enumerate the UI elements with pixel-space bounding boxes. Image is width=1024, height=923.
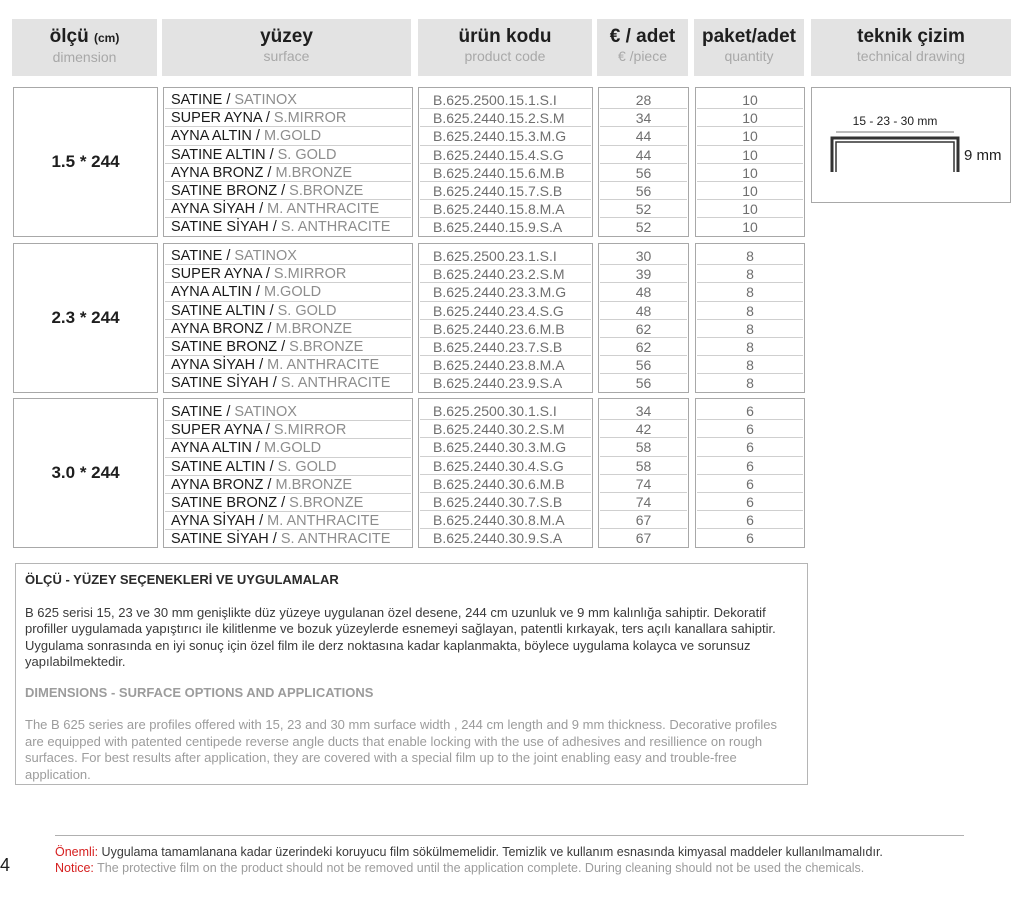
list-item: 56 xyxy=(600,356,687,374)
list-item: 39 xyxy=(600,265,687,283)
list-item: B.625.2440.23.8.M.A xyxy=(420,356,591,374)
list-item: 62 xyxy=(600,338,687,356)
list-item: SATINE / SATINOX xyxy=(165,403,411,421)
list-item: 10 xyxy=(697,127,803,145)
list-item: 34 xyxy=(600,109,687,127)
list-item: SATINE BRONZ / S.BRONZE xyxy=(165,182,411,200)
list-item: SATINE / SATINOX xyxy=(165,91,411,109)
notice-en-label: Notice: xyxy=(55,861,94,875)
header-drawing-sub: technical drawing xyxy=(856,48,966,64)
surface-list xyxy=(163,398,413,548)
list-item: 48 xyxy=(600,302,687,320)
list-item: 67 xyxy=(600,511,687,529)
list-item: 10 xyxy=(697,109,803,127)
profile-outline xyxy=(832,138,958,172)
list-item: AYNA SİYAH / M. ANTHRACITE xyxy=(165,200,411,218)
list-item: 8 xyxy=(697,356,803,374)
list-item: 8 xyxy=(697,338,803,356)
list-item: B.625.2440.30.9.S.A xyxy=(433,530,563,547)
quantity-list xyxy=(695,243,805,393)
list-item: B.625.2440.15.6.M.B xyxy=(420,164,591,182)
list-item: SATINE ALTIN / S. GOLD xyxy=(165,146,411,164)
list-item: SATINE ALTIN / S. GOLD xyxy=(165,302,411,320)
header-price-title: € / adet xyxy=(609,26,676,47)
dimension-cell xyxy=(13,398,158,548)
code-list xyxy=(418,87,593,237)
list-item: 44 xyxy=(600,127,687,145)
list-item: 10 xyxy=(697,164,803,182)
list-item: 10 xyxy=(697,91,803,109)
list-item: AYNA ALTIN / M.GOLD xyxy=(165,127,411,145)
list-item: B.625.2440.30.8.M.A xyxy=(420,511,591,529)
header-drawing-title: teknik çizim xyxy=(857,26,965,47)
list-item: SATINE / SATINOX xyxy=(165,247,411,265)
list-item: 10 xyxy=(697,182,803,200)
list-item: 10 xyxy=(742,219,758,236)
list-item: 8 xyxy=(697,302,803,320)
list-item: SATINE BRONZ / S.BRONZE xyxy=(165,338,411,356)
description-title-en: DIMENSIONS - SURFACE OPTIONS AND APPLICATIONS xyxy=(25,684,374,700)
drawing-width-label: 15 - 23 - 30 mm xyxy=(852,114,938,128)
list-item: B.625.2440.23.3.M.G xyxy=(420,283,591,301)
list-item: 74 xyxy=(600,493,687,511)
quantity-list xyxy=(695,87,805,237)
list-item: 74 xyxy=(600,475,687,493)
header-surface-sub: surface xyxy=(263,48,310,64)
list-item: B.625.2440.15.2.S.M xyxy=(420,109,591,127)
dimension-cell xyxy=(13,87,158,237)
header-quantity-sub: quantity xyxy=(724,48,774,64)
technical-drawing xyxy=(811,87,1011,203)
list-item: 6 xyxy=(697,402,803,420)
list-item: 10 xyxy=(697,200,803,218)
header-dimension-sub: dimension xyxy=(52,49,117,65)
list-item: SUPER AYNA / S.MIRROR xyxy=(165,421,411,439)
list-item: 44 xyxy=(600,146,687,164)
list-item: 56 xyxy=(600,164,687,182)
header-surface-title: yüzey xyxy=(260,26,313,47)
list-item: SUPER AYNA / S.MIRROR xyxy=(165,265,411,283)
list-item: SUPER AYNA / S.MIRROR xyxy=(165,109,411,127)
header-dimension-unit: (cm) xyxy=(94,31,120,45)
header-dimension-title: ölçü xyxy=(49,26,89,47)
notice xyxy=(55,844,985,876)
description-text-en: The B 625 series are profiles offered with 15, 23 and 30 mm surface width , 244 cm length and 9 mm thickness. Decorative profiles are equipped with patented centipede reverse angle ducts that enable locking with the use of adhesives and resillience on rough surfaces. For best results after application, they are covered with a special film up to the joint enabling easy and trouble-free application. xyxy=(25,717,777,782)
header-quantity-title: paket/adet xyxy=(702,26,796,47)
list-item: 8 xyxy=(697,265,803,283)
code-list xyxy=(418,398,593,548)
list-item: B.625.2440.23.2.S.M xyxy=(420,265,591,283)
header-drawing xyxy=(811,19,1011,76)
list-item: 30 xyxy=(600,247,687,265)
description-box xyxy=(15,563,808,785)
list-item: B.625.2440.23.6.M.B xyxy=(420,320,591,338)
profile-inner xyxy=(836,142,954,172)
list-item: B.625.2500.30.1.S.I xyxy=(420,402,591,420)
list-item: B.625.2440.15.4.S.G xyxy=(420,146,591,164)
price-list xyxy=(598,87,689,237)
list-item: SATINE SİYAH / S. ANTHRACITE xyxy=(171,219,391,236)
list-item: 52 xyxy=(635,219,652,236)
profile-drawing xyxy=(812,88,1010,202)
list-item: B.625.2440.15.3.M.G xyxy=(420,127,591,145)
notice-tr-label: Önemli: xyxy=(55,845,99,859)
header-dimension xyxy=(12,19,157,76)
header-code-title: ürün kodu xyxy=(458,26,552,47)
list-item: B.625.2500.15.1.S.I xyxy=(420,91,591,109)
list-item: 56 xyxy=(600,182,687,200)
list-item: AYNA ALTIN / M.GOLD xyxy=(165,439,411,457)
list-item: AYNA SİYAH / M. ANTHRACITE xyxy=(165,512,411,530)
list-item: SATINE SİYAH / S. ANTHRACITE xyxy=(171,531,391,548)
description-title-tr: ÖLÇÜ - YÜZEY SEÇENEKLERİ VE UYGULAMALAR xyxy=(25,572,339,587)
list-item: B.625.2440.30.6.M.B xyxy=(420,475,591,493)
drawing-height-label: 9 mm xyxy=(964,147,1002,164)
list-item: B.625.2440.15.9.S.A xyxy=(433,219,563,236)
dimension-value: 2.3 * 244 xyxy=(51,308,120,327)
header-quantity xyxy=(694,19,804,76)
list-item: SATINE SİYAH / S. ANTHRACITE xyxy=(171,375,391,392)
list-item: 28 xyxy=(600,91,687,109)
list-item: 6 xyxy=(746,530,754,547)
list-item: 8 xyxy=(697,247,803,265)
list-item: B.625.2440.23.4.S.G xyxy=(420,302,591,320)
list-item: B.625.2440.15.8.M.A xyxy=(420,200,591,218)
list-item: AYNA SİYAH / M. ANTHRACITE xyxy=(165,356,411,374)
dimension-cell xyxy=(13,243,158,393)
list-item: 10 xyxy=(697,146,803,164)
quantity-list xyxy=(695,398,805,548)
list-item: 6 xyxy=(697,475,803,493)
notice-tr-text: Uygulama tamamlanana kadar üzerindeki koruyucu film sökülmemelidir. Temizlik ve kullanım esnasında kimyasal maddeler kullanılmamalıdır. xyxy=(98,845,883,859)
divider xyxy=(55,835,964,836)
list-item: B.625.2440.23.9.S.A xyxy=(433,375,563,392)
header-price xyxy=(597,19,688,76)
surface-list xyxy=(163,87,413,237)
list-item: SATINE BRONZ / S.BRONZE xyxy=(165,494,411,512)
list-item: B.625.2440.30.7.S.B xyxy=(420,493,591,511)
list-item: B.625.2440.30.3.M.G xyxy=(420,438,591,456)
list-item: AYNA ALTIN / M.GOLD xyxy=(165,283,411,301)
notice-en-text: The protective film on the product should not be removed until the application complete. During cleaning should not be used the chemicals. xyxy=(93,861,865,875)
notice-en xyxy=(55,860,985,876)
header-price-sub: € /piece xyxy=(617,48,668,64)
list-item: 48 xyxy=(600,283,687,301)
price-list xyxy=(598,398,689,548)
header-surface xyxy=(162,19,411,76)
list-item: 58 xyxy=(600,438,687,456)
list-item: B.625.2500.23.1.S.I xyxy=(420,247,591,265)
list-item: B.625.2440.15.7.S.B xyxy=(420,182,591,200)
price-list xyxy=(598,243,689,393)
list-item: 67 xyxy=(635,530,652,547)
list-item: B.625.2440.23.7.S.B xyxy=(420,338,591,356)
header-code xyxy=(418,19,592,76)
code-list xyxy=(418,243,593,393)
list-item: 8 xyxy=(746,375,754,392)
list-item: B.625.2440.30.2.S.M xyxy=(420,420,591,438)
list-item: SATINE ALTIN / S. GOLD xyxy=(165,458,411,476)
notice-tr xyxy=(55,844,985,860)
list-item: 58 xyxy=(600,457,687,475)
list-item: 6 xyxy=(697,420,803,438)
list-item: AYNA BRONZ / M.BRONZE xyxy=(165,164,411,182)
dimension-value: 3.0 * 244 xyxy=(51,463,120,482)
list-item: 6 xyxy=(697,511,803,529)
list-item: 52 xyxy=(600,200,687,218)
header-code-sub: product code xyxy=(464,48,546,64)
list-item: 8 xyxy=(697,320,803,338)
dimension-value: 1.5 * 244 xyxy=(51,152,120,171)
page-number: 4 xyxy=(0,855,11,875)
surface-list xyxy=(163,243,413,393)
list-item: 6 xyxy=(697,457,803,475)
list-item: AYNA BRONZ / M.BRONZE xyxy=(165,320,411,338)
list-item: 34 xyxy=(600,402,687,420)
list-item: 42 xyxy=(600,420,687,438)
list-item: 8 xyxy=(697,283,803,301)
list-item: B.625.2440.30.4.S.G xyxy=(420,457,591,475)
list-item: 56 xyxy=(635,375,652,392)
list-item: 62 xyxy=(600,320,687,338)
list-item: AYNA BRONZ / M.BRONZE xyxy=(165,476,411,494)
list-item: 6 xyxy=(697,493,803,511)
description-text-tr: B 625 serisi 15, 23 ve 30 mm genişlikte düz yüzeye uygulanan özel desene, 244 cm uzunluk ve 9 mm kalınlığa sahiptir. Dekoratif profiller uygulamada yapıştırıcı ile kilitlenme ve bozuk yüzeylerde esnemeyi sağlayan, patentli kırkayak, ters açılı kanallara sahiptir. Uygulama sonrasında en iyi sonuç için özel film ile derz noktasına kadar kaplanmakta, böylece uygulama kolayca ve sorunsuz yapılabilmektedir. xyxy=(25,604,776,669)
list-item: 6 xyxy=(697,438,803,456)
